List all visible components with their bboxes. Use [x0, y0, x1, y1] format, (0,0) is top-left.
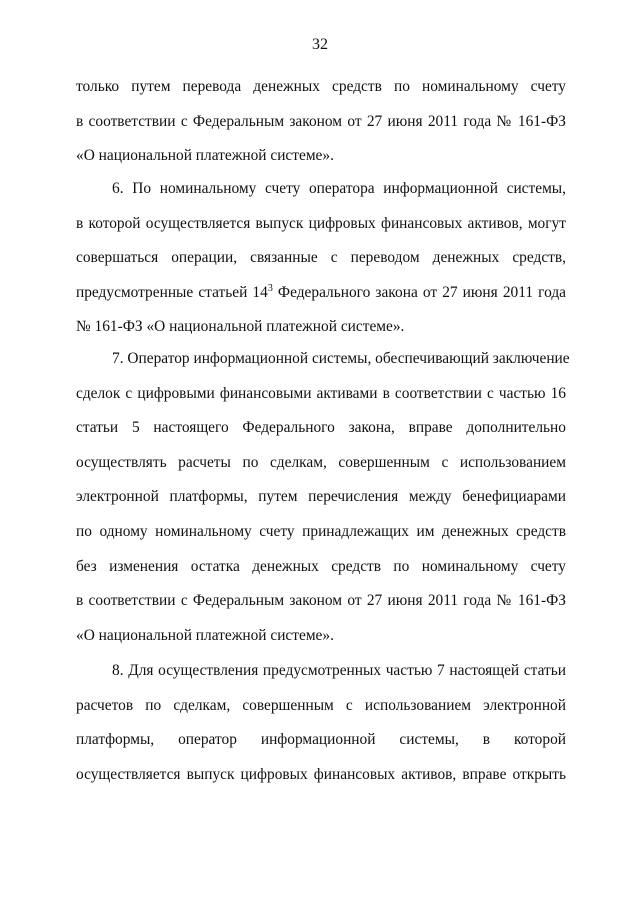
text-line: № 161-ФЗ «О национальной платежной системе».: [76, 318, 405, 336]
text-line: 8. Для осуществления предусмотренных частью 7 настоящей статьи: [112, 662, 566, 679]
text-line: совершаться операции, связанные с переводом денежных средств,: [76, 249, 566, 267]
paragraph-7: [76, 342, 570, 653]
text-line: сделок с цифровыми финансовыми активами в соответствии с частью 16: [76, 384, 566, 402]
text-line: в которой осуществляется выпуск цифровых финансовых активов, могут: [76, 214, 566, 232]
text-line: расчетов по сделкам, совершенным с использованием электронной: [76, 696, 566, 714]
text-line: «О национальной платежной системе».: [76, 626, 334, 644]
text-line: осуществлять расчеты по сделкам, совершенным с использованием: [76, 453, 566, 471]
paragraph-continuation: [76, 70, 566, 174]
text-line: без изменения остатка денежных средств по номинальному счету: [76, 557, 566, 575]
page-number: 32: [312, 36, 328, 53]
paragraph-6: [76, 172, 566, 345]
text-line: 7. Оператор информационной системы, обеспечивающий заключение: [112, 350, 570, 367]
text-line: «О национальной платежной системе».: [76, 147, 334, 165]
text-line: платформы, оператор информационной системы, в которой: [76, 731, 566, 749]
superscript: 3: [267, 282, 273, 294]
text-segment: предусмотренные статьей 14: [76, 283, 268, 301]
text-line: электронной платформы, путем перечисления между бенефициарами: [76, 488, 566, 506]
text-line: только путем перевода денежных средств по номинальному счету: [76, 78, 566, 95]
text-line: в соответствии с Федеральным законом от 27 июня 2011 года № 161-ФЗ: [76, 592, 566, 610]
text-line-with-superscript: [76, 276, 566, 311]
text-line: осуществляется выпуск цифровых финансовых активов, вправе открыть: [76, 765, 566, 783]
text-line: по одному номинальному счету принадлежащих им денежных средств: [76, 522, 566, 540]
text-line: 6. По номинальному счету оператора информационной системы,: [112, 180, 566, 197]
text-segment: Федерального закона от 27 июня 2011 года: [272, 283, 566, 301]
text-line: в соответствии с Федеральным законом от 27 июня 2011 года № 161-ФЗ: [76, 112, 566, 130]
paragraph-8: [76, 654, 566, 792]
text-line: статьи 5 настоящего Федерального закона, вправе дополнительно: [76, 419, 566, 437]
